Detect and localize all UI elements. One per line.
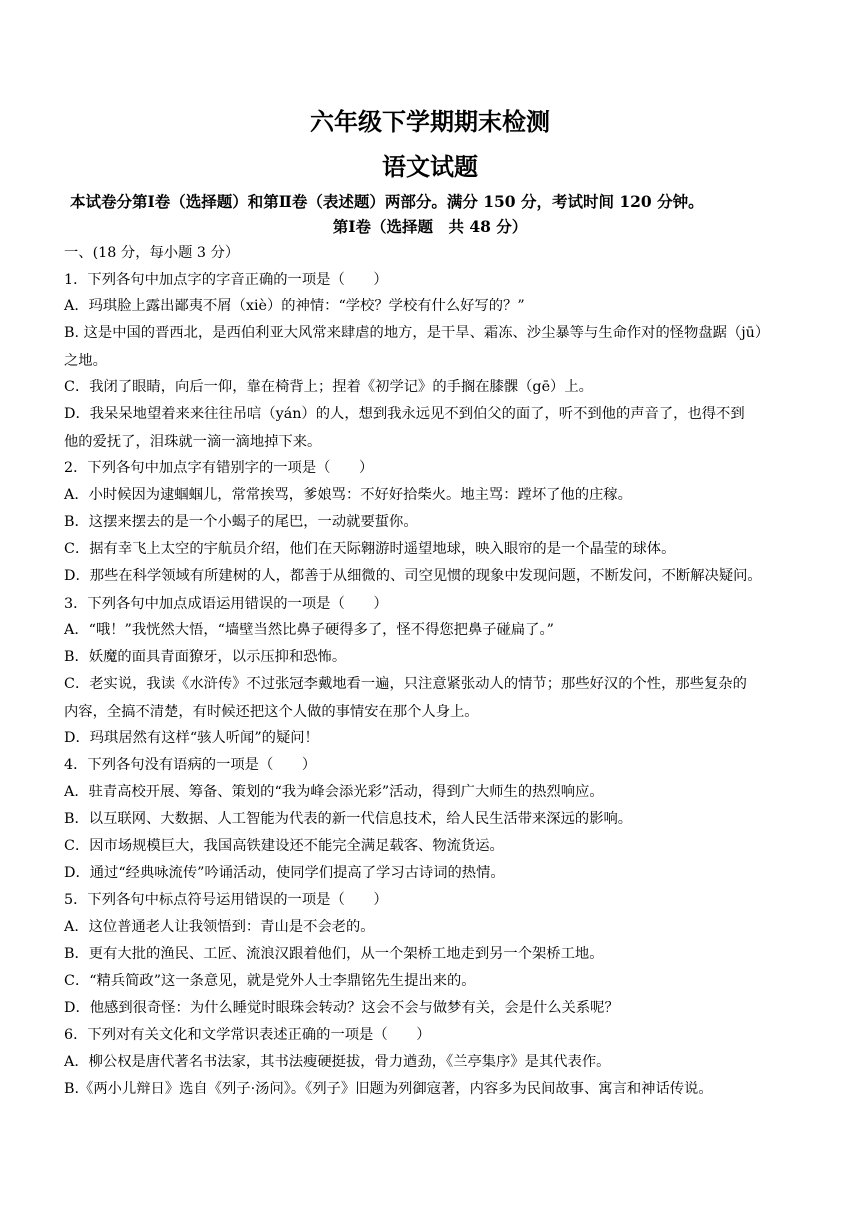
question-4-option-b: B．以互联网、大数据、人工智能为代表的新一代信息技术，给人民生活带来深远的影响。 bbox=[64, 811, 633, 827]
question-5-option-d: D．他感到很奇怪：为什么睡觉时眼珠会转动？这会不会与做梦有关，会是什么关系呢？ bbox=[64, 1000, 619, 1016]
question-4-option-d: D．通过“经典咏流传”吟诵活动，使同学们提高了学习古诗词的热情。 bbox=[64, 865, 505, 881]
question-2-option-b: B．这摆来摆去的是一个小蝎子的尾巴，一动就要蜇你。 bbox=[64, 514, 418, 530]
question-2-option-d: D．那些在科学领域有所建树的人，都善于从细微的、司空见惯的现象中发现问题，不断发问，不断解决疑问。 bbox=[64, 568, 762, 584]
exam-title: 六年级下学期期末检测 bbox=[310, 107, 550, 136]
question-3-option-c-cont: 内容，全搞不清楚，有时候还把这个人做的事情安在那个人身上。 bbox=[64, 704, 479, 720]
question-6-option-a: A．柳公权是唐代著名书法家，其书法瘦硬挺拔，骨力遒劲，《兰亭集序》是其代表作。 bbox=[64, 1054, 611, 1070]
section-heading: 一、(18 分，每小题 3 分） bbox=[64, 245, 240, 261]
question-4-stem: 4．下列各句没有语病的一项是（ ） bbox=[64, 757, 317, 773]
question-1-stem: 1．下列各句中加点字的字音正确的一项是（ ） bbox=[64, 272, 388, 288]
question-1-option-a: A．玛琪脸上露出鄙夷不屑（xiè）的神情：“学校？学校有什么好写的？” bbox=[64, 298, 525, 314]
question-1-option-b-cont: 之地。 bbox=[64, 353, 107, 369]
question-2-stem: 2．下列各句中加点字有错别字的一项是（ ） bbox=[64, 460, 374, 476]
question-1-option-d: D．我呆呆地望着来来往往吊唁（yán）的人，想到我永远见不到伯父的面了，听不到他的声音了，也得不到 bbox=[64, 406, 745, 422]
question-2-option-a: A．小时候因为逮蝈蝈儿，常常挨骂，爹娘骂：不好好拾柴火。地主骂：蹚坏了他的庄稼。 bbox=[64, 487, 632, 503]
question-1-option-d-cont: 他的爱抚了，泪珠就一滴一滴地掉下来。 bbox=[64, 434, 322, 450]
question-3-stem: 3．下列各句中加点成语运用错误的一项是（ ） bbox=[64, 596, 388, 612]
exam-intro: 本试卷分第Ⅰ卷（选择题）和第Ⅱ卷（表述题）两部分。满分 150 分，考试时间 120 分钟。 bbox=[70, 192, 704, 211]
question-5-stem: 5．下列各句中标点符号运用错误的一项是（ ） bbox=[64, 892, 388, 908]
question-5-option-c: C．“精兵简政”这一条意见，就是党外人士李鼎铭先生提出来的。 bbox=[64, 973, 476, 989]
question-4-option-a: A．驻青高校开展、筹备、策划的“我为峰会添光彩”活动，得到广大师生的热烈响应。 bbox=[64, 784, 604, 800]
question-6-stem: 6．下列对有关文化和文学常识表述正确的一项是（ ） bbox=[64, 1027, 431, 1043]
question-3-option-c: C．老实说，我读《水浒传》不过张冠李戴地看一遍，只注意紧张动人的情节；那些好汉的个性，那些复杂的 bbox=[64, 676, 747, 692]
question-1-option-b: B. 这是中国的晋西北，是西伯利亚大风常来肆虐的地方，是干旱、霜冻、沙尘暴等与生命作对的怪物盘踞（jū） bbox=[64, 325, 770, 341]
question-2-option-c: C．据有幸飞上太空的宇航员介绍，他们在天际翱游时遥望地球，映入眼帘的是一个晶莹的球体。 bbox=[64, 541, 676, 557]
question-4-option-c: C．因市场规模巨大，我国高铁建设还不能完全满足载客、物流货运。 bbox=[64, 838, 504, 854]
question-5-option-a: A．这位普通老人让我领悟到：青山是不会老的。 bbox=[64, 919, 375, 935]
question-5-option-b: B．更有大批的渔民、工匠、流浪汉跟着他们，从一个架桥工地走到另一个架桥工地。 bbox=[64, 946, 604, 962]
part-title: 第Ⅰ卷（选择题 共 48 分） bbox=[332, 217, 528, 236]
question-3-option-a: A．“哦！”我恍然大悟，“墙壁当然比鼻子硬得多了，怪不得您把鼻子碰扁了。” bbox=[64, 622, 554, 638]
question-6-option-b: B.《两小儿辩日》选自《列子·汤问》。《列子》旧题为列御寇著，内容多为民间故事、寓言和神话传说。 bbox=[64, 1081, 713, 1097]
question-3-option-b: B．妖魔的面具青面獠牙，以示压抑和恐怖。 bbox=[64, 649, 347, 665]
question-3-option-d: D．玛琪居然有这样“骇人听闻”的疑问！ bbox=[64, 730, 319, 746]
question-1-option-c: C．我闭了眼睛，向后一仰，靠在椅背上；捏着《初学记》的手搁在膝髁（gē）上。 bbox=[64, 379, 593, 395]
exam-subtitle: 语文试题 bbox=[382, 152, 478, 181]
